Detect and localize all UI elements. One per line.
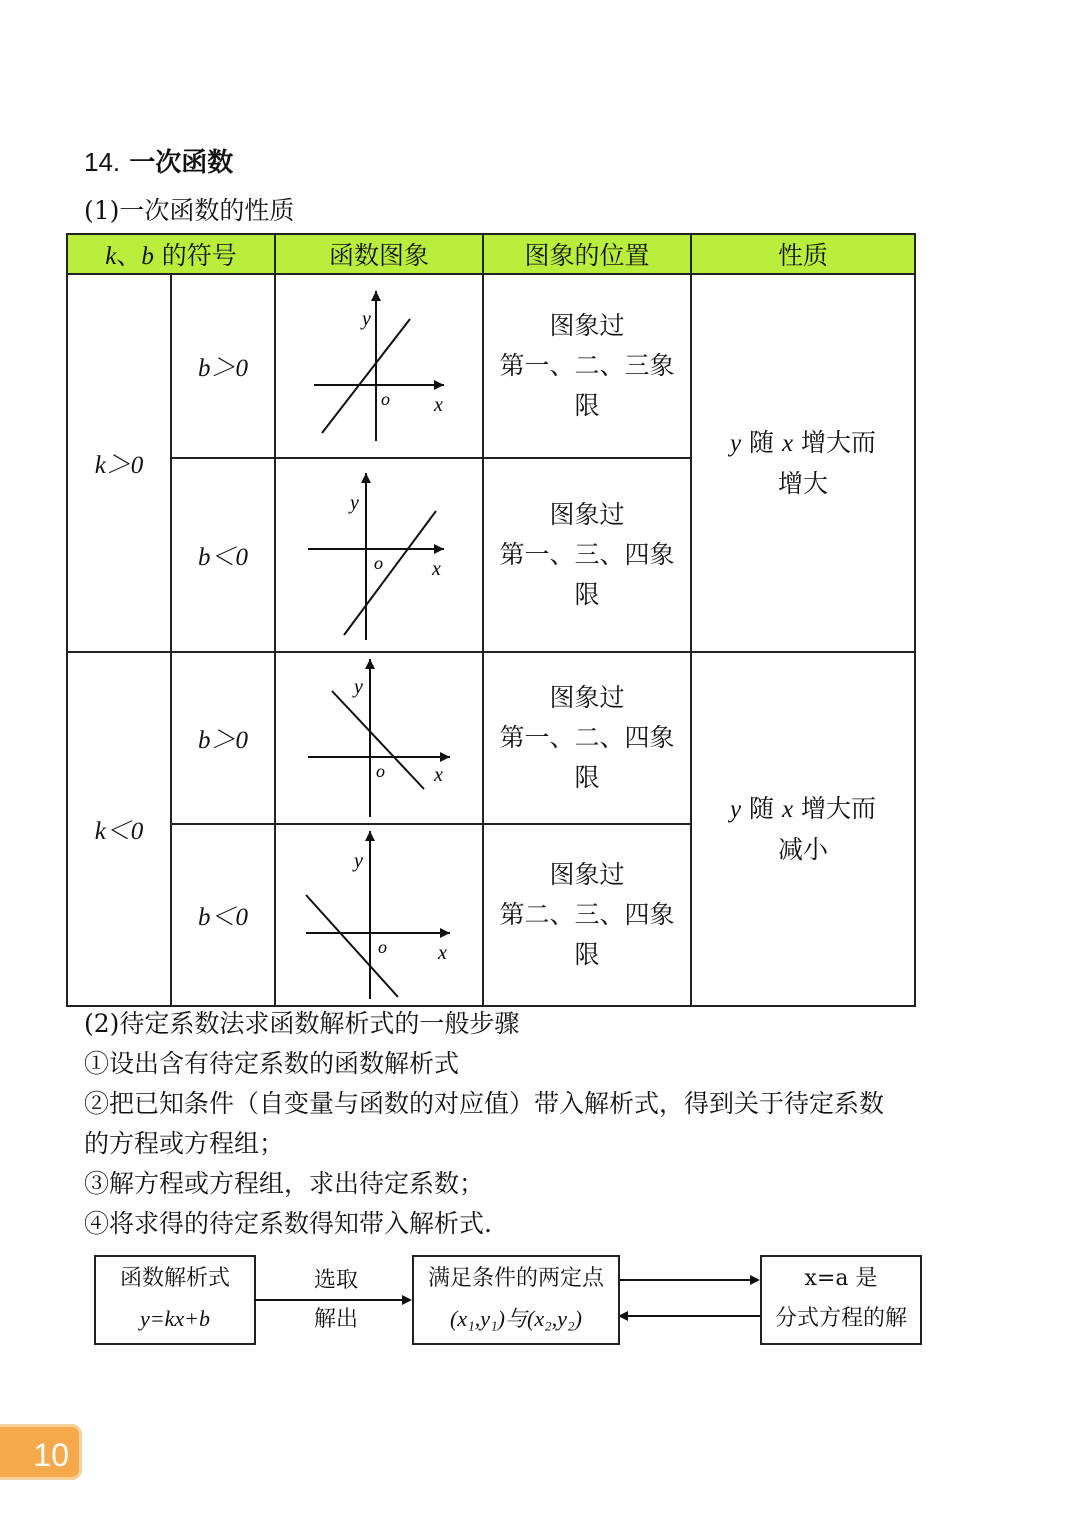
y-axis-label: y bbox=[362, 308, 371, 330]
step-2-line2: 的方程或方程组； bbox=[84, 1129, 285, 1158]
y-axis-label: y bbox=[354, 676, 363, 698]
origin-label: o bbox=[376, 761, 386, 781]
flow-label-select: 选取 bbox=[313, 1268, 358, 1293]
x-axis-label: x bbox=[434, 764, 443, 786]
k-condition-cell: k＞0 bbox=[67, 274, 171, 652]
step-3: ③解方程或方程组，求出待定系数； bbox=[84, 1169, 485, 1198]
b-condition-cell: b＞0 bbox=[171, 274, 275, 458]
linear-function-properties-table bbox=[66, 233, 916, 1007]
flow-label-solve: 解出 bbox=[313, 1307, 358, 1332]
section-number: 14. bbox=[84, 147, 121, 177]
page-number: 10 bbox=[0, 1424, 82, 1480]
section-title bbox=[84, 142, 233, 179]
graph-cell bbox=[275, 274, 483, 458]
position-cell: 图象过 第一、二、四象 限 bbox=[483, 652, 691, 824]
part1-title: (1)一次函数的性质 bbox=[84, 196, 295, 225]
origin-label: o bbox=[374, 553, 384, 573]
header-property: 性质 bbox=[691, 234, 915, 274]
position-cell: 图象过 第一、二、三象 限 bbox=[483, 274, 691, 458]
x-axis-label: x bbox=[438, 942, 447, 964]
property-cell: y 随 x 增大而 增大 bbox=[691, 274, 915, 652]
header-position: 图象的位置 bbox=[483, 234, 691, 274]
x-axis-label: x bbox=[432, 558, 441, 580]
property-cell: y 随 x 增大而 减小 bbox=[691, 652, 915, 1006]
b-condition-cell: b＜0 bbox=[171, 458, 275, 652]
y-axis-label: y bbox=[354, 850, 363, 872]
section-title-text: 一次函数 bbox=[129, 148, 234, 178]
origin-label: o bbox=[378, 937, 388, 957]
table-row bbox=[67, 652, 915, 824]
graph-k-neg-b-pos bbox=[304, 655, 454, 821]
graph-cell bbox=[275, 458, 483, 652]
flow-box-function: 函数解析式 y=kx+b bbox=[94, 1255, 256, 1345]
step-2-line1: ②把已知条件（自变量与函数的对应值）带入解析式，得到关于待定系数 bbox=[84, 1089, 885, 1118]
step-4: ④将求得的待定系数得知带入解析式. bbox=[84, 1209, 492, 1238]
table-header-row bbox=[67, 234, 915, 274]
graph-cell bbox=[275, 824, 483, 1006]
flow-box-points: 满足条件的两定点 (x₁,y₁)与(x₂,y₂) bbox=[412, 1255, 620, 1345]
graph-k-pos-b-neg bbox=[304, 465, 454, 645]
k-condition-cell: k＜0 bbox=[67, 652, 171, 1006]
table-row bbox=[67, 274, 915, 458]
flow-box-solution: x=a 是 分式方程的解 bbox=[760, 1255, 922, 1345]
graph-k-neg-b-neg bbox=[304, 827, 454, 1003]
origin-label: o bbox=[381, 389, 391, 409]
b-condition-cell: b＜0 bbox=[171, 824, 275, 1006]
graph-k-pos-b-pos bbox=[304, 281, 454, 451]
header-sign: k、b 的符号 bbox=[67, 234, 275, 274]
y-axis-label: y bbox=[350, 492, 359, 514]
position-cell: 图象过 第二、三、四象 限 bbox=[483, 824, 691, 1006]
position-cell: 图象过 第一、三、四象 限 bbox=[483, 458, 691, 652]
graph-cell bbox=[275, 652, 483, 824]
part2-title: (2)待定系数法求函数解析式的一般步骤 bbox=[84, 1009, 520, 1038]
step-1: ①设出含有待定系数的函数解析式 bbox=[84, 1049, 460, 1078]
header-graph: 函数图象 bbox=[275, 234, 483, 274]
b-condition-cell: b＞0 bbox=[171, 652, 275, 824]
x-axis-label: x bbox=[434, 394, 443, 416]
